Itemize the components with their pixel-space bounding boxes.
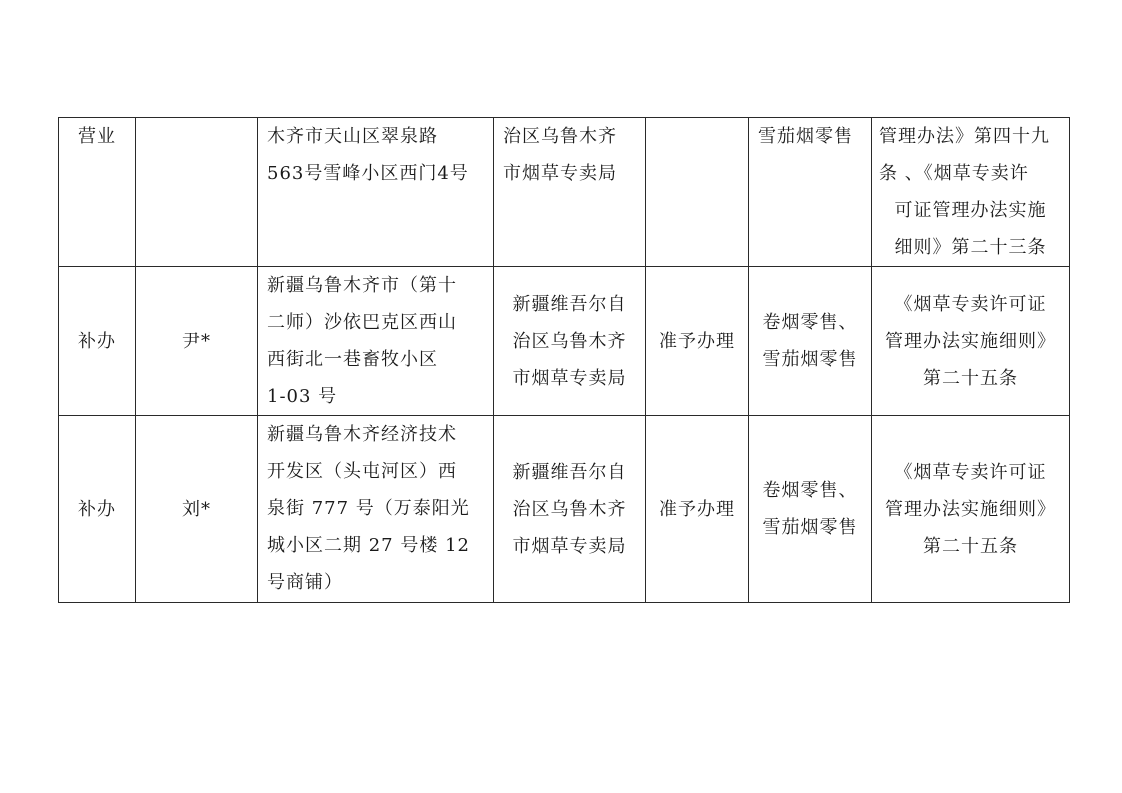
- type-cell: [59, 416, 136, 603]
- type-cell: [59, 267, 136, 416]
- name-cell: [136, 118, 258, 267]
- basis-line: 《烟草专卖许可证: [894, 293, 1047, 315]
- basis-line: 管理办法》第四十九: [879, 126, 1050, 147]
- scope-cell: [749, 267, 872, 416]
- table-row: [59, 416, 1070, 603]
- basis-cell: [872, 267, 1070, 416]
- authority-line: 新疆维吾尔自: [512, 461, 627, 483]
- address-line: 新疆乌鲁木齐经济技术: [267, 424, 457, 445]
- license-table: [58, 117, 1070, 603]
- basis-line: 管理办法实施细则》: [885, 330, 1056, 352]
- name-text: 尹*: [182, 330, 211, 352]
- authority-cell: [494, 118, 646, 267]
- scope-line: 雪茄烟零售: [762, 517, 858, 538]
- decision-cell: [646, 416, 749, 603]
- basis-line: 《烟草专卖许可证: [894, 461, 1047, 483]
- scope-cell: [749, 416, 872, 603]
- scope-cell: [749, 118, 872, 267]
- address-line: 木齐市天山区翠泉路: [267, 126, 438, 147]
- name-text: 刘*: [182, 498, 211, 520]
- type-text: 营业: [78, 126, 116, 147]
- address-line: 泉街 777 号（万泰阳光: [267, 498, 470, 519]
- address-line: 563号雪峰小区西门4号: [267, 163, 469, 184]
- basis-cell: [872, 118, 1070, 267]
- basis-cell: [872, 416, 1070, 603]
- address-line: 西街北一巷畜牧小区: [267, 349, 438, 370]
- name-cell: [136, 267, 258, 416]
- table-row: [59, 267, 1070, 416]
- authority-line: 市烟草专卖局: [503, 163, 617, 184]
- basis-line: 可证管理办法实施: [894, 200, 1047, 221]
- table-row: [59, 118, 1070, 267]
- basis-line: 条 、《烟草专卖许: [879, 163, 1029, 184]
- authority-line: 新疆维吾尔自: [512, 293, 627, 315]
- address-line: 开发区（头屯河区）西: [267, 461, 457, 482]
- decision-text: 准予办理: [659, 498, 735, 520]
- authority-line: 市烟草专卖局: [512, 535, 627, 557]
- basis-line: 第二十五条: [923, 367, 1018, 389]
- name-cell: [136, 416, 258, 603]
- address-cell: [258, 267, 494, 416]
- address-line: 1-03 号: [267, 386, 338, 407]
- type-cell: [59, 118, 136, 267]
- basis-line: 细则》第二十三条: [894, 237, 1047, 258]
- authority-cell: [494, 416, 646, 603]
- address-line: 城小区二期 27 号楼 12: [267, 535, 470, 556]
- authority-line: 市烟草专卖局: [512, 367, 627, 389]
- authority-line: 治区乌鲁木齐: [503, 126, 617, 147]
- address-line: 二师）沙依巴克区西山: [267, 312, 457, 333]
- authority-line: 治区乌鲁木齐: [512, 330, 627, 352]
- basis-line: 管理办法实施细则》: [885, 498, 1056, 520]
- scope-line: 雪茄烟零售: [758, 126, 853, 147]
- scope-line: 雪茄烟零售: [762, 349, 858, 370]
- basis-line: 第二十五条: [923, 535, 1018, 557]
- decision-cell: [646, 118, 749, 267]
- decision-text: 准予办理: [659, 330, 735, 352]
- authority-cell: [494, 267, 646, 416]
- decision-cell: [646, 267, 749, 416]
- address-line: 新疆乌鲁木齐市（第十: [267, 275, 457, 296]
- type-text: 补办: [78, 498, 116, 520]
- address-line: 号商铺）: [267, 572, 343, 593]
- address-cell: [258, 118, 494, 267]
- scope-line: 卷烟零售、: [762, 480, 858, 501]
- address-cell: [258, 416, 494, 603]
- type-text: 补办: [78, 330, 116, 352]
- authority-line: 治区乌鲁木齐: [512, 498, 627, 520]
- scope-line: 卷烟零售、: [762, 312, 858, 333]
